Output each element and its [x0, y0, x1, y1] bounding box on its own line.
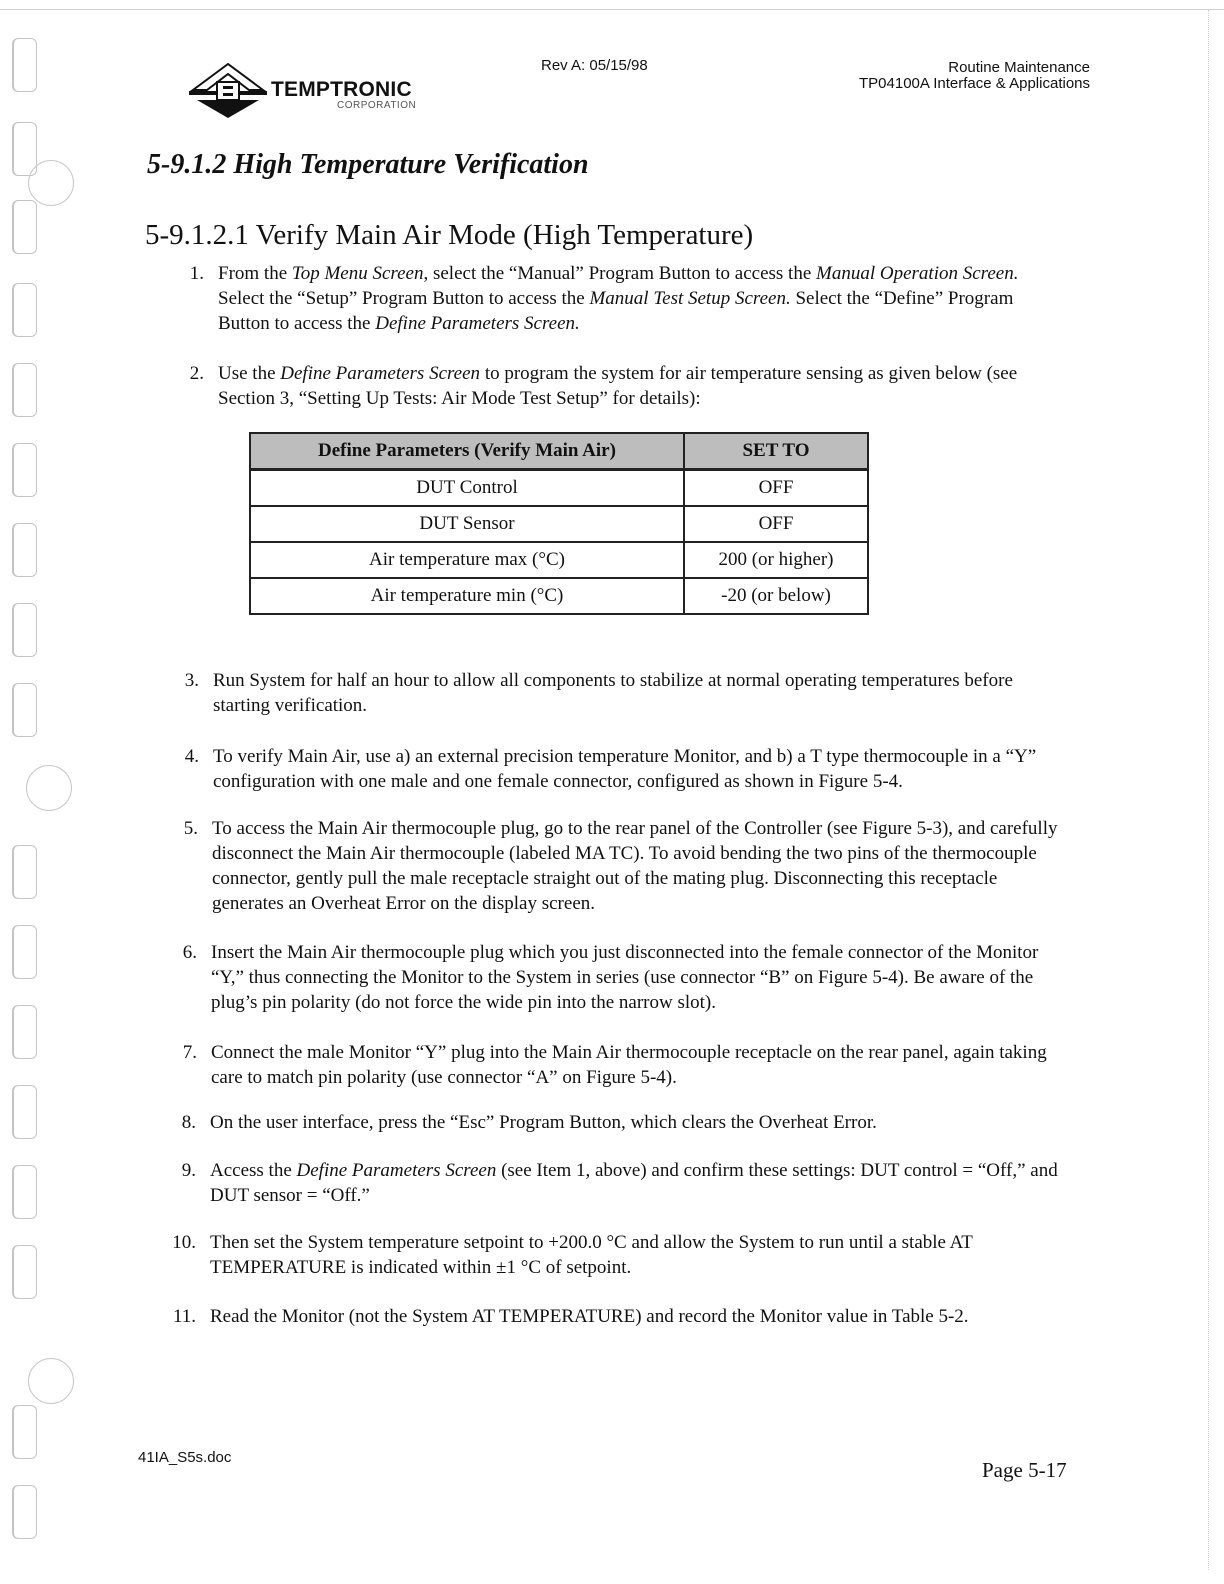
step-emphasis: Manual Operation Screen. [816, 263, 1019, 284]
step-text-part: Read the Monitor (not the System AT TEMPERATURE) and record the Monitor value in Table 5-2. [210, 1306, 969, 1327]
step-emphasis: Top Menu Screen [291, 263, 424, 284]
step-emphasis: Define Parameters Screen. [375, 313, 580, 334]
table-cell-parameter: DUT Sensor [250, 506, 684, 542]
table-row [250, 470, 868, 507]
document-title: TP04100A Interface & Applications [859, 75, 1090, 92]
company-name: TEMPTRONIC [271, 78, 412, 101]
step-text-part: , select the “Manual” Program Button to access the [423, 263, 817, 284]
table-cell-value: 200 (or higher) [684, 542, 868, 578]
table-cell-value: OFF [684, 506, 868, 542]
step-number: 1. [189, 263, 204, 284]
step-number: 4. [184, 746, 199, 767]
table-row [250, 506, 868, 542]
step-emphasis: Manual Test Setup Screen. [589, 288, 791, 309]
step-number: 2. [189, 363, 204, 384]
step-text-part: Connect the male Monitor “Y” plug into the Main Air thermocouple receptacle on the rear panel, again taking care to match pin polarity (use connector “A” on Figure 5-4). [211, 1042, 1047, 1088]
step-number: 11. [172, 1306, 196, 1327]
step-text-part: Then set the System temperature setpoint to +200.0 °C and allow the System to run until a stable AT TEMPERATURE is indicated within ±1 °C of setpoint. [210, 1232, 973, 1278]
revision-label: Rev A: 05/15/98 [541, 57, 648, 74]
step-text [211, 940, 1061, 1015]
step-text-part: Select the “Setup” Program Button to access the [218, 288, 590, 309]
page-number: Page 5-17 [982, 1458, 1067, 1482]
step-number: 8. [181, 1112, 196, 1133]
table-header-set-to: SET TO [684, 433, 868, 470]
table-row [250, 578, 868, 614]
step-text [218, 361, 1068, 411]
step-text [210, 1110, 1060, 1135]
step-text-part: To access the Main Air thermocouple plug, go to the rear panel of the Controller (see Figure 5-3), and carefully disconnect the Main Air thermocouple (labeled MA TC). To avoid bending the two pins of the thermocouple connector, gently pull the male receptacle straight out of the mating plug. Disconnecting this receptacle generates an Overheat Error on the display screen. [212, 818, 1058, 914]
step-text-part: To verify Main Air, use a) an external precision temperature Monitor, and b) a T type thermocouple in a “Y” configuration with one male and one female connector, configured as shown in Figure 5-4. [213, 746, 1037, 792]
step-text [218, 261, 1068, 336]
page-top-edge [0, 9, 1224, 10]
step-text-part: to program the system for air temperature sensing as given below (see Section 3, “Setting Up Tests: Air Mode Test Setup” for details): [218, 363, 1018, 409]
step-number: 9. [181, 1160, 196, 1181]
step-text-part: Use the [218, 363, 281, 384]
step-text-part: On the user interface, press the “Esc” Program Button, which clears the Overheat Error. [210, 1112, 877, 1133]
step-text [210, 1230, 1060, 1280]
step-text [213, 744, 1063, 794]
page-right-edge [1208, 10, 1209, 1570]
step-text [210, 1158, 1060, 1208]
table-cell-value: -20 (or below) [684, 578, 868, 614]
step-number: 10. [172, 1232, 196, 1253]
step-text-part: Run System for half an hour to allow all components to stabilize at normal operating temperatures before starting verification. [213, 670, 1013, 716]
step-text-part: (see Item 1, above) and confirm these settings: DUT control = “Off,” and DUT sensor = “Off.” [210, 1160, 1058, 1206]
table-header-parameter: Define Parameters (Verify Main Air) [250, 433, 684, 470]
step-number: 3. [184, 670, 199, 691]
define-parameters-table [249, 432, 869, 615]
step-text-part: Select the “Define” Program Button to access the [218, 288, 1014, 334]
section-heading: 5-9.1.2 High Temperature Verification [147, 149, 589, 180]
step-number: 6. [182, 942, 197, 963]
footer-filename: 41IA_S5s.doc [138, 1449, 232, 1466]
step-text-part: From the [218, 263, 292, 284]
step-text [211, 1040, 1061, 1090]
step-text [212, 816, 1062, 916]
step-number: 7. [182, 1042, 197, 1063]
table-header-row [250, 433, 868, 470]
company-subtitle: CORPORATION [337, 100, 417, 111]
table-row [250, 542, 868, 578]
step-number: 5. [183, 818, 198, 839]
subsection-heading: 5-9.1.2.1 Verify Main Air Mode (High Temperature) [145, 219, 754, 251]
step-text [213, 668, 1063, 718]
table-cell-parameter: DUT Control [250, 470, 684, 507]
company-logo [187, 62, 417, 125]
header-right [859, 60, 1090, 92]
section-name: Routine Maintenance [948, 59, 1090, 76]
temptronic-logo-icon [187, 62, 269, 120]
table-cell-parameter: Air temperature max (°C) [250, 542, 684, 578]
step-text-part: Access the [210, 1160, 297, 1181]
step-text-part: Insert the Main Air thermocouple plug which you just disconnected into the female connector of the Monitor “Y,” thus connecting the Monitor to the System in series (use connector “B” on Figure 5-4). Be aware of the plug’s pin polarity (do not force the wide pin into the narrow slot). [211, 942, 1039, 1013]
step-emphasis: Define Parameters Screen [280, 363, 481, 384]
step-emphasis: Define Parameters Screen [296, 1160, 497, 1181]
table-cell-value: OFF [684, 470, 868, 507]
binder-holes [12, 0, 46, 1584]
table-cell-parameter: Air temperature min (°C) [250, 578, 684, 614]
step-text [210, 1304, 1060, 1329]
